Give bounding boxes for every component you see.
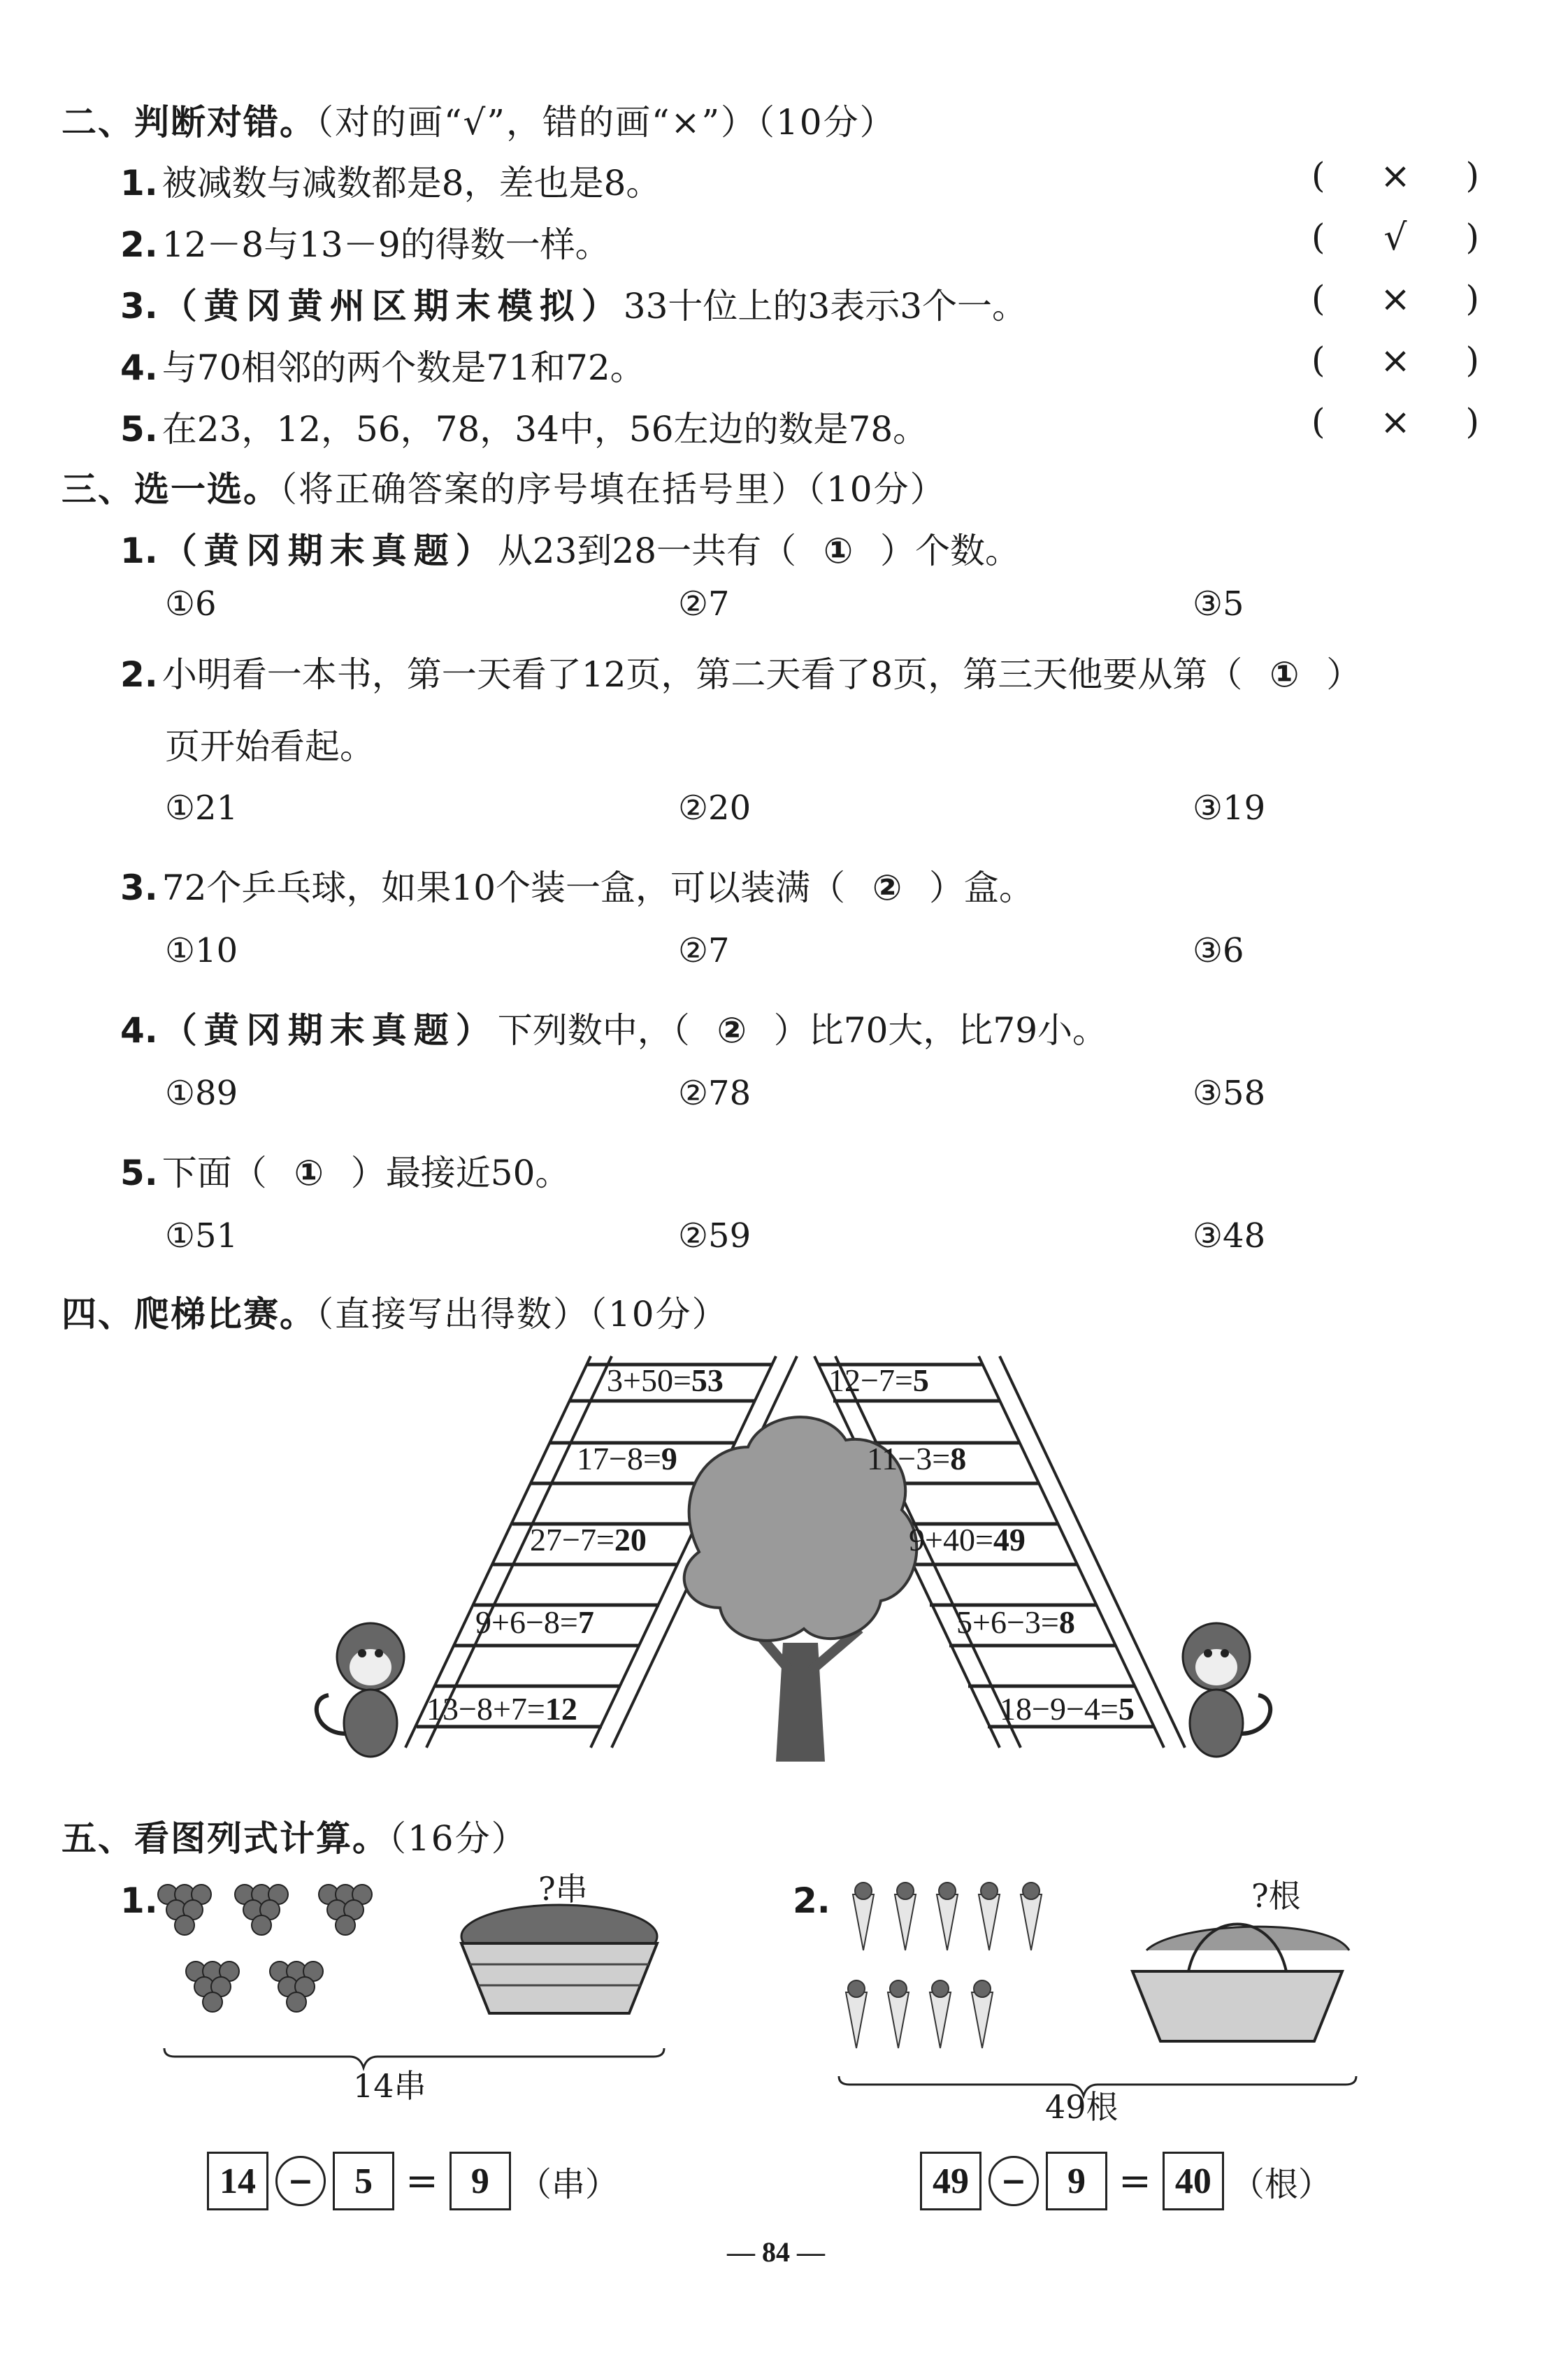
item-number: 4.: [120, 1010, 158, 1051]
right-rung-1: 12−7=5: [828, 1362, 929, 1398]
item-text: 在23，12，56，78，34中，56左边的数是78。: [161, 409, 928, 449]
picture-problems-figure: [0, 1873, 1568, 2125]
section-4-heading: [62, 1286, 728, 1337]
choice-answer: ②: [872, 868, 902, 908]
left-rung-3: 27−7=20: [530, 1522, 647, 1557]
choice-answer: ①: [1269, 654, 1300, 695]
right-rung-4: 5+6−3=8: [956, 1604, 1075, 1640]
item-text: 被减数与减数都是8，差也是8。: [161, 163, 661, 203]
option-a: ①21: [165, 789, 238, 828]
equation-2-minuend: 49: [920, 2152, 981, 2210]
item-text: 下面（: [161, 1153, 267, 1193]
judge-item-2: [120, 217, 610, 267]
total-label-2: 49根: [1045, 2088, 1119, 2125]
section-2-title: 二、判断对错。: [62, 101, 316, 143]
carrots-icon-group: [846, 1883, 1042, 2048]
choice-answer: ①: [823, 531, 854, 571]
section-2-subtitle: （对的画“√”，错的画“×”）（10分）: [316, 102, 896, 143]
judge-answer-5: ( × ): [1311, 401, 1479, 443]
item-text-end: ）最接近50。: [350, 1153, 570, 1193]
judge-item-1: [120, 155, 661, 206]
choice-item-2: [120, 647, 1361, 697]
monkey-left-icon: [317, 1623, 404, 1757]
equation-1: [207, 2152, 619, 2210]
item-text: 下列数中，（: [497, 1010, 690, 1051]
item-text: 从23到28一共有（: [497, 531, 797, 571]
judge-answer-1: ( × ): [1311, 155, 1479, 197]
item-number: 1.: [120, 163, 158, 203]
equation-1-result: 9: [449, 2152, 511, 2210]
section-5-heading: [62, 1811, 528, 1861]
cross-mark: ×: [1380, 155, 1411, 197]
option-b: ②20: [678, 789, 751, 828]
item-text-end: ）: [1326, 654, 1362, 695]
option-a: ①6: [165, 584, 217, 624]
choice-item-4: [120, 1002, 1107, 1053]
item-text: 72个乒乓球，如果10个装一盒，可以装满（: [161, 868, 846, 908]
item-text: 33十位上的3表示3个一。: [623, 286, 1028, 326]
option-c: ③6: [1193, 931, 1244, 970]
option-c: ③58: [1193, 1074, 1266, 1113]
question-label-1: ?串: [538, 1873, 588, 1908]
section-3-heading: [62, 461, 947, 512]
total-label-1: 14串: [353, 2067, 426, 2105]
judge-answer-3: ( × ): [1311, 278, 1479, 320]
carrot-basket-icon: [1132, 1924, 1349, 2042]
option-b: ②78: [678, 1074, 751, 1113]
cross-mark: ×: [1380, 401, 1411, 443]
judge-item-5: [120, 401, 928, 452]
option-c: ③19: [1193, 789, 1266, 828]
equation-2-unit: （根）: [1230, 2164, 1332, 2204]
item-number: 5.: [120, 1153, 158, 1193]
check-mark: √: [1383, 217, 1407, 259]
judge-answer-2: ( √ ): [1311, 217, 1479, 259]
left-rung-1: 3+50=53: [607, 1362, 724, 1398]
equation-2: [920, 2152, 1332, 2210]
minus-sign-icon: −: [988, 2156, 1039, 2206]
item-number: 5.: [120, 409, 158, 449]
equals-sign: =: [1119, 2158, 1151, 2204]
cross-mark: ×: [1380, 340, 1411, 382]
option-a: ①51: [165, 1216, 238, 1255]
equation-1-unit: （串）: [517, 2164, 619, 2204]
item-source: （黄冈期末真题）: [161, 530, 498, 571]
right-rung-3: 9+40=49: [909, 1522, 1026, 1557]
item-number: 2.: [793, 1880, 830, 1921]
choice-item-3: [120, 860, 1034, 910]
option-c: ③5: [1193, 584, 1244, 624]
section-4-title: 四、爬梯比赛。: [62, 1293, 316, 1334]
item-number: 2.: [120, 654, 158, 695]
right-rung-2: 11−3=8: [867, 1441, 967, 1476]
section-5-subtitle: （16分）: [389, 1818, 528, 1859]
ladder-race-figure: [0, 1342, 1568, 1790]
left-rung-2: 17−8=9: [577, 1441, 677, 1476]
option-a: ①10: [165, 931, 238, 970]
choice-item-1: [120, 523, 1020, 573]
question-label-2: ?根: [1251, 1877, 1301, 1915]
item-number: 3.: [120, 868, 158, 908]
item-source: （黄冈黄州区期末模拟）: [161, 285, 624, 326]
choice-item-5: [120, 1145, 570, 1195]
section-2-heading: [62, 94, 896, 145]
equation-1-subtrahend: 5: [333, 2152, 394, 2210]
section-4-subtitle: （直接写出得数）（10分）: [316, 1294, 728, 1334]
equation-2-result: 40: [1163, 2152, 1224, 2210]
item-text-end: ）个数。: [880, 531, 1021, 571]
item-text: 与70相邻的两个数是71和72。: [161, 347, 645, 388]
item-number: 4.: [120, 347, 158, 388]
minus-sign-icon: −: [275, 2156, 326, 2206]
item-source: （黄冈期末真题）: [161, 1009, 498, 1051]
judge-item-3: [120, 278, 1027, 329]
page-number: — 84 —: [727, 2236, 825, 2268]
equation-2-subtrahend: 9: [1046, 2152, 1107, 2210]
cross-mark: ×: [1380, 278, 1411, 320]
option-a: ①89: [165, 1074, 238, 1113]
option-b: ②7: [678, 931, 730, 970]
item-number: 3.: [120, 286, 158, 326]
item-number: 1.: [120, 1880, 158, 1921]
grapes-icon-group: [158, 1885, 372, 2012]
choice-answer: ②: [717, 1010, 747, 1051]
right-rung-5: 18−9−4=5: [1000, 1691, 1135, 1727]
monkey-right-icon: [1183, 1623, 1270, 1757]
left-rung-4: 9+6−8=7: [475, 1604, 594, 1640]
section-3-title: 三、选一选。: [62, 468, 280, 510]
choice-item-2-line2: 页开始看起。: [165, 726, 375, 767]
option-b: ②7: [678, 584, 730, 624]
option-c: ③48: [1193, 1216, 1266, 1255]
item-text: 12－8与13－9的得数一样。: [161, 224, 610, 265]
choice-answer: ①: [294, 1153, 324, 1193]
item-number: 1.: [120, 531, 158, 571]
grape-basket-icon: [461, 1905, 657, 2013]
equals-sign: =: [405, 2158, 438, 2204]
left-rung-5: 13−8+7=12: [426, 1691, 577, 1727]
item-text: 小明看一本书，第一天看了12页，第二天看了8页，第三天他要从第（: [161, 654, 1243, 695]
section-3-subtitle: （将正确答案的序号填在括号里）（10分）: [280, 469, 947, 510]
item-text-end: ）盒。: [929, 868, 1035, 908]
judge-answer-4: ( × ): [1311, 340, 1479, 382]
option-b: ②59: [678, 1216, 751, 1255]
item-text-end: ）比70大，比79小。: [773, 1010, 1108, 1051]
equation-1-minuend: 14: [207, 2152, 268, 2210]
brace-1: [164, 2048, 664, 2068]
section-5-title: 五、看图列式计算。: [62, 1818, 389, 1859]
judge-item-4: [120, 340, 645, 390]
item-number: 2.: [120, 224, 158, 265]
